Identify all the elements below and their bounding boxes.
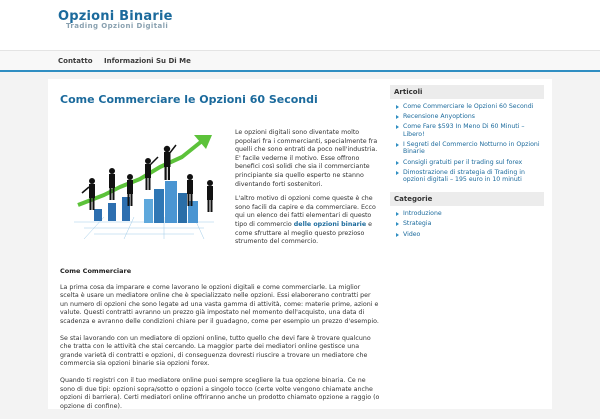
nav-item-informazioni[interactable]: Informazioni Su Di Me (104, 57, 191, 65)
article-link[interactable]: Come Commerciare le Opzioni 60 Secondi (396, 103, 544, 111)
body-paragraph-3: Quando ti registri con il tuo mediatore online puoi sempre scegliere la tua opzione binaria. Ce ne sono di due tipi: opzioni sopra/sotto o opzioni a singolo tocco (certe volte vengono chiamate anche opzioni di barriera). Certi mediatori online offriranno anche un prodotto chiamato opzione a raggio (o opzione di confine). (60, 376, 380, 410)
article-link[interactable]: Recensione Anyoptions (396, 113, 544, 121)
body-paragraph-1: La prima cosa da imparare e come lavorano le opzioni digitali e come commerciarle. La miglior scelta è usare un mediatore online che è specializzato nelle opzioni. Essi elaborerano contratti per un numero di opzioni che sono legate ad una vasta gamma di attività, come: materie prime, azioni e valute. Questi contratti avranno un prezzo già impostato nel momento dell'acquisto, una data di scadenza e avranno delle condizioni chiare per il guadagno, come per esempio un prezzo d'esempio. (60, 283, 379, 325)
sidebar (390, 85, 544, 247)
post-title[interactable]: Come Commerciare le Opzioni 60 Secondi (60, 93, 318, 106)
articles-list (390, 99, 544, 192)
intro-text-before: L'altro motivo di opzioni come queste è che sono facili da capire e da commerciare. Ecco qui un elenco dei fatti elementari di questo tipo di commercio (235, 195, 376, 228)
main-content (60, 93, 380, 410)
section-heading: Come Commerciare (60, 267, 132, 275)
link-opzioni-binarie[interactable]: delle opzioni binarie (293, 220, 367, 228)
site-description: Trading Opzioni Digitali (66, 22, 169, 30)
site-title[interactable]: Opzioni Binarie (58, 9, 173, 24)
content-area (48, 79, 552, 409)
categories-widget-title: Categorie (390, 192, 544, 206)
intro-paragraph-1: Le opzioni digitali sono diventate molto popolari fra i commercianti, specialmente fra quelli che sono entrati da poco nell'industria. E' facile vederne il motivo. Esse offrono benefici così solidi che sia il commerciante principiante sia quello esperto ne stanno diventando forti sostenitori. (235, 129, 378, 188)
category-link[interactable]: Video (396, 231, 544, 239)
article-link[interactable]: Dimostrazione di strategia di Trading in opzioni digitali – 195 euro in 10 minuti (396, 169, 544, 184)
business-growth-image (64, 127, 226, 240)
bar-chart-blocks (94, 197, 130, 221)
intro-text-after: e come sfruttare al meglio questo prezioso strumento del commercio. (235, 220, 372, 246)
nav-item-contatto[interactable]: Contatto (58, 57, 93, 65)
main-navigation (0, 50, 600, 72)
category-link[interactable]: Introduzione (396, 210, 544, 218)
article-link[interactable]: I Segreti del Commercio Notturno in Opzioni Binarie (396, 141, 544, 156)
body-paragraph-2: Se stai lavorando con un mediatore di opzioni online, tutto quello che devi fare è trovare qualcuno che tratta con le attività che stai cercando. La maggior parte dei mediatori online gestisce una grande varietà di contratti e opzioni, di conseguenza dovresti riuscire a trovare un mediatore che commercia sia opzioni binarie sia opzioni forex. (60, 334, 371, 368)
site-header (0, 0, 600, 50)
intro-paragraph-2 (235, 195, 381, 247)
post-intro (235, 129, 381, 253)
article-link[interactable]: Come Fare $593 In Meno Di 60 Minuti – Libero! (396, 123, 544, 138)
articles-widget-title: Articoli (390, 85, 544, 99)
category-link[interactable]: Strategia (396, 220, 544, 228)
article-link[interactable]: Consigli gratuiti per il trading sul forex (396, 159, 544, 167)
post-body (60, 267, 380, 419)
categories-list (390, 206, 544, 246)
